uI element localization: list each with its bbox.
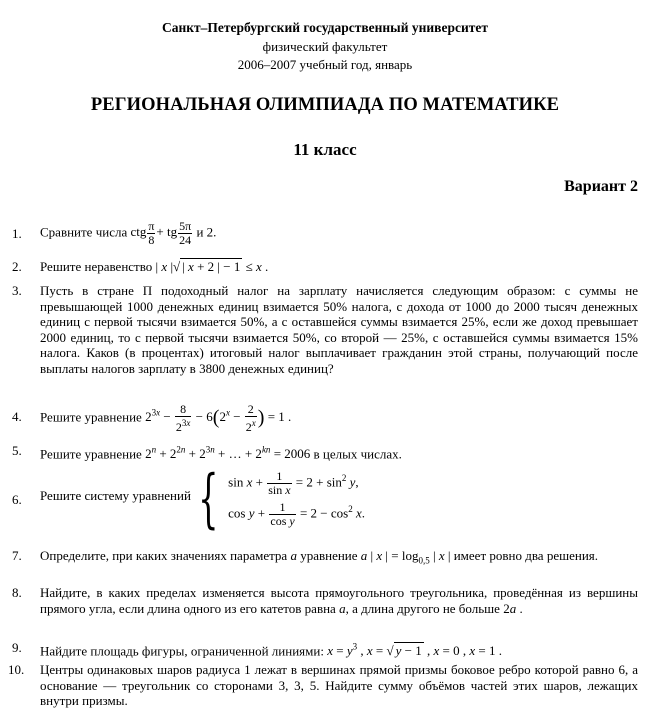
problem-number: 2. (12, 259, 22, 274)
problem-text: Найдите площадь фигуры, ограниченной линиями: (40, 643, 324, 659)
university-name: Санкт–Петербургский государственный университет (161, 20, 488, 35)
problem-formula: a (339, 600, 346, 616)
problem-text: Решите уравнение (40, 446, 142, 462)
problem-text: Решите неравенство (40, 259, 153, 274)
problem-number: 4. (12, 409, 22, 424)
problem-number: 6. (12, 492, 22, 507)
page-title: РЕГИОНАЛЬНАЯ ОЛИМПИАДА ПО МАТЕМАТИКЕ (90, 95, 560, 115)
problem-formula: a | x | = $\log_{0,5}$ | x | (360, 548, 451, 566)
problem-number: 5. (12, 443, 22, 458)
problem-number: 1. (12, 226, 22, 241)
problem-formula: ctg $\frac{\pi}{8}$ + tg $\frac{5\pi}{24}$ (130, 219, 192, 247)
problem-text: Решите систему уравнений (40, 487, 191, 503)
problem-number: 7. (12, 548, 22, 563)
problem-number: 9. (12, 640, 22, 655)
problem-formula: $2^{3x}$ − $\frac{8}{2^{3x}}$ − $6(2^x$ − $\frac{2}{2^x}$ ) = 1 . (145, 402, 292, 434)
problem-formula: $2^n + 2^{2n} + 2^{3n}$ + … + $2^{kn} = 2006$ (145, 445, 311, 462)
problem-text-tail: и 2. (196, 224, 217, 240)
problem-formula: 2a . (503, 600, 523, 616)
grade-label: 11 класс (293, 140, 357, 159)
problem-text-tail: имеет ровно два решения. (453, 548, 599, 563)
academic-year: 2006–2007 учебный год, январь (237, 57, 413, 72)
problem-formula: sin x + $\frac{1}{\text{sin x}}$ = $2 + \sin^2 y$, cos y + $\frac{1}{\text{cos y}}$ = $2 - \cos^2 x$. (228, 469, 365, 528)
problem-number: 10. (8, 662, 25, 677)
problem-text: Найдите, в каких пределах изменяется высота прямоугольного треугольника, проведённая из вершины прямого угла, если длина одного из его катетов равна (40, 585, 638, 616)
problem-number: 3. (12, 283, 22, 298)
problem-text: Центры одинаковых шаров радиуса 1 лежат в вершинах прямой призмы боковое ребро которой равно 6, а основание — треугольник со сторонами 3, 3, 5. Найдите сумму объёмов частей этих шаров, лежащих внутри призмы. (40, 662, 638, 708)
problem-text: Пусть в стране П подоходный налог на зарплату начисляется следующим образом: с суммы не превышающей 1000 денежных единиц взимается 50% налога, с дохода от 1000 до 2000 тысяч денежных единиц с первой тысячи взимается 50%, а с оставшейся суммы взимается 25%, если же доход превышает 2000 единиц, то с первой тысячи взимается 50%, со второй — 25%, с оставшейся суммы взимается 15% налога. Каков (в процентах) итоговый налог выплачивает гражданин этой страны, получающий после выплаты налогов зарплату в 3800 денежных единиц? (40, 283, 638, 376)
problem-formula: | x |√ | x + 2 | − 1 ≤ x . (155, 259, 269, 274)
system-brace: { (198, 462, 219, 536)
problem-number: 8. (12, 585, 22, 600)
problem-text-mid: уравнение (300, 548, 358, 563)
faculty-name: физический факультет (262, 39, 388, 54)
variant-label: Вариант 2 (564, 178, 638, 195)
problem-formula: a (290, 548, 297, 563)
problem-formula: $x = y^3$ , x = √ y − 1 , x = 0 , x = 1 . (327, 642, 502, 659)
problem-text-tail: в целых числах. (313, 446, 402, 462)
problem-text: Определите, при каких значениях параметра (40, 548, 288, 563)
problem-text: Сравните числа (40, 224, 128, 240)
problem-text-mid: , а длина другого не больше (345, 600, 500, 616)
problem-text: Решите уравнение (40, 409, 142, 425)
